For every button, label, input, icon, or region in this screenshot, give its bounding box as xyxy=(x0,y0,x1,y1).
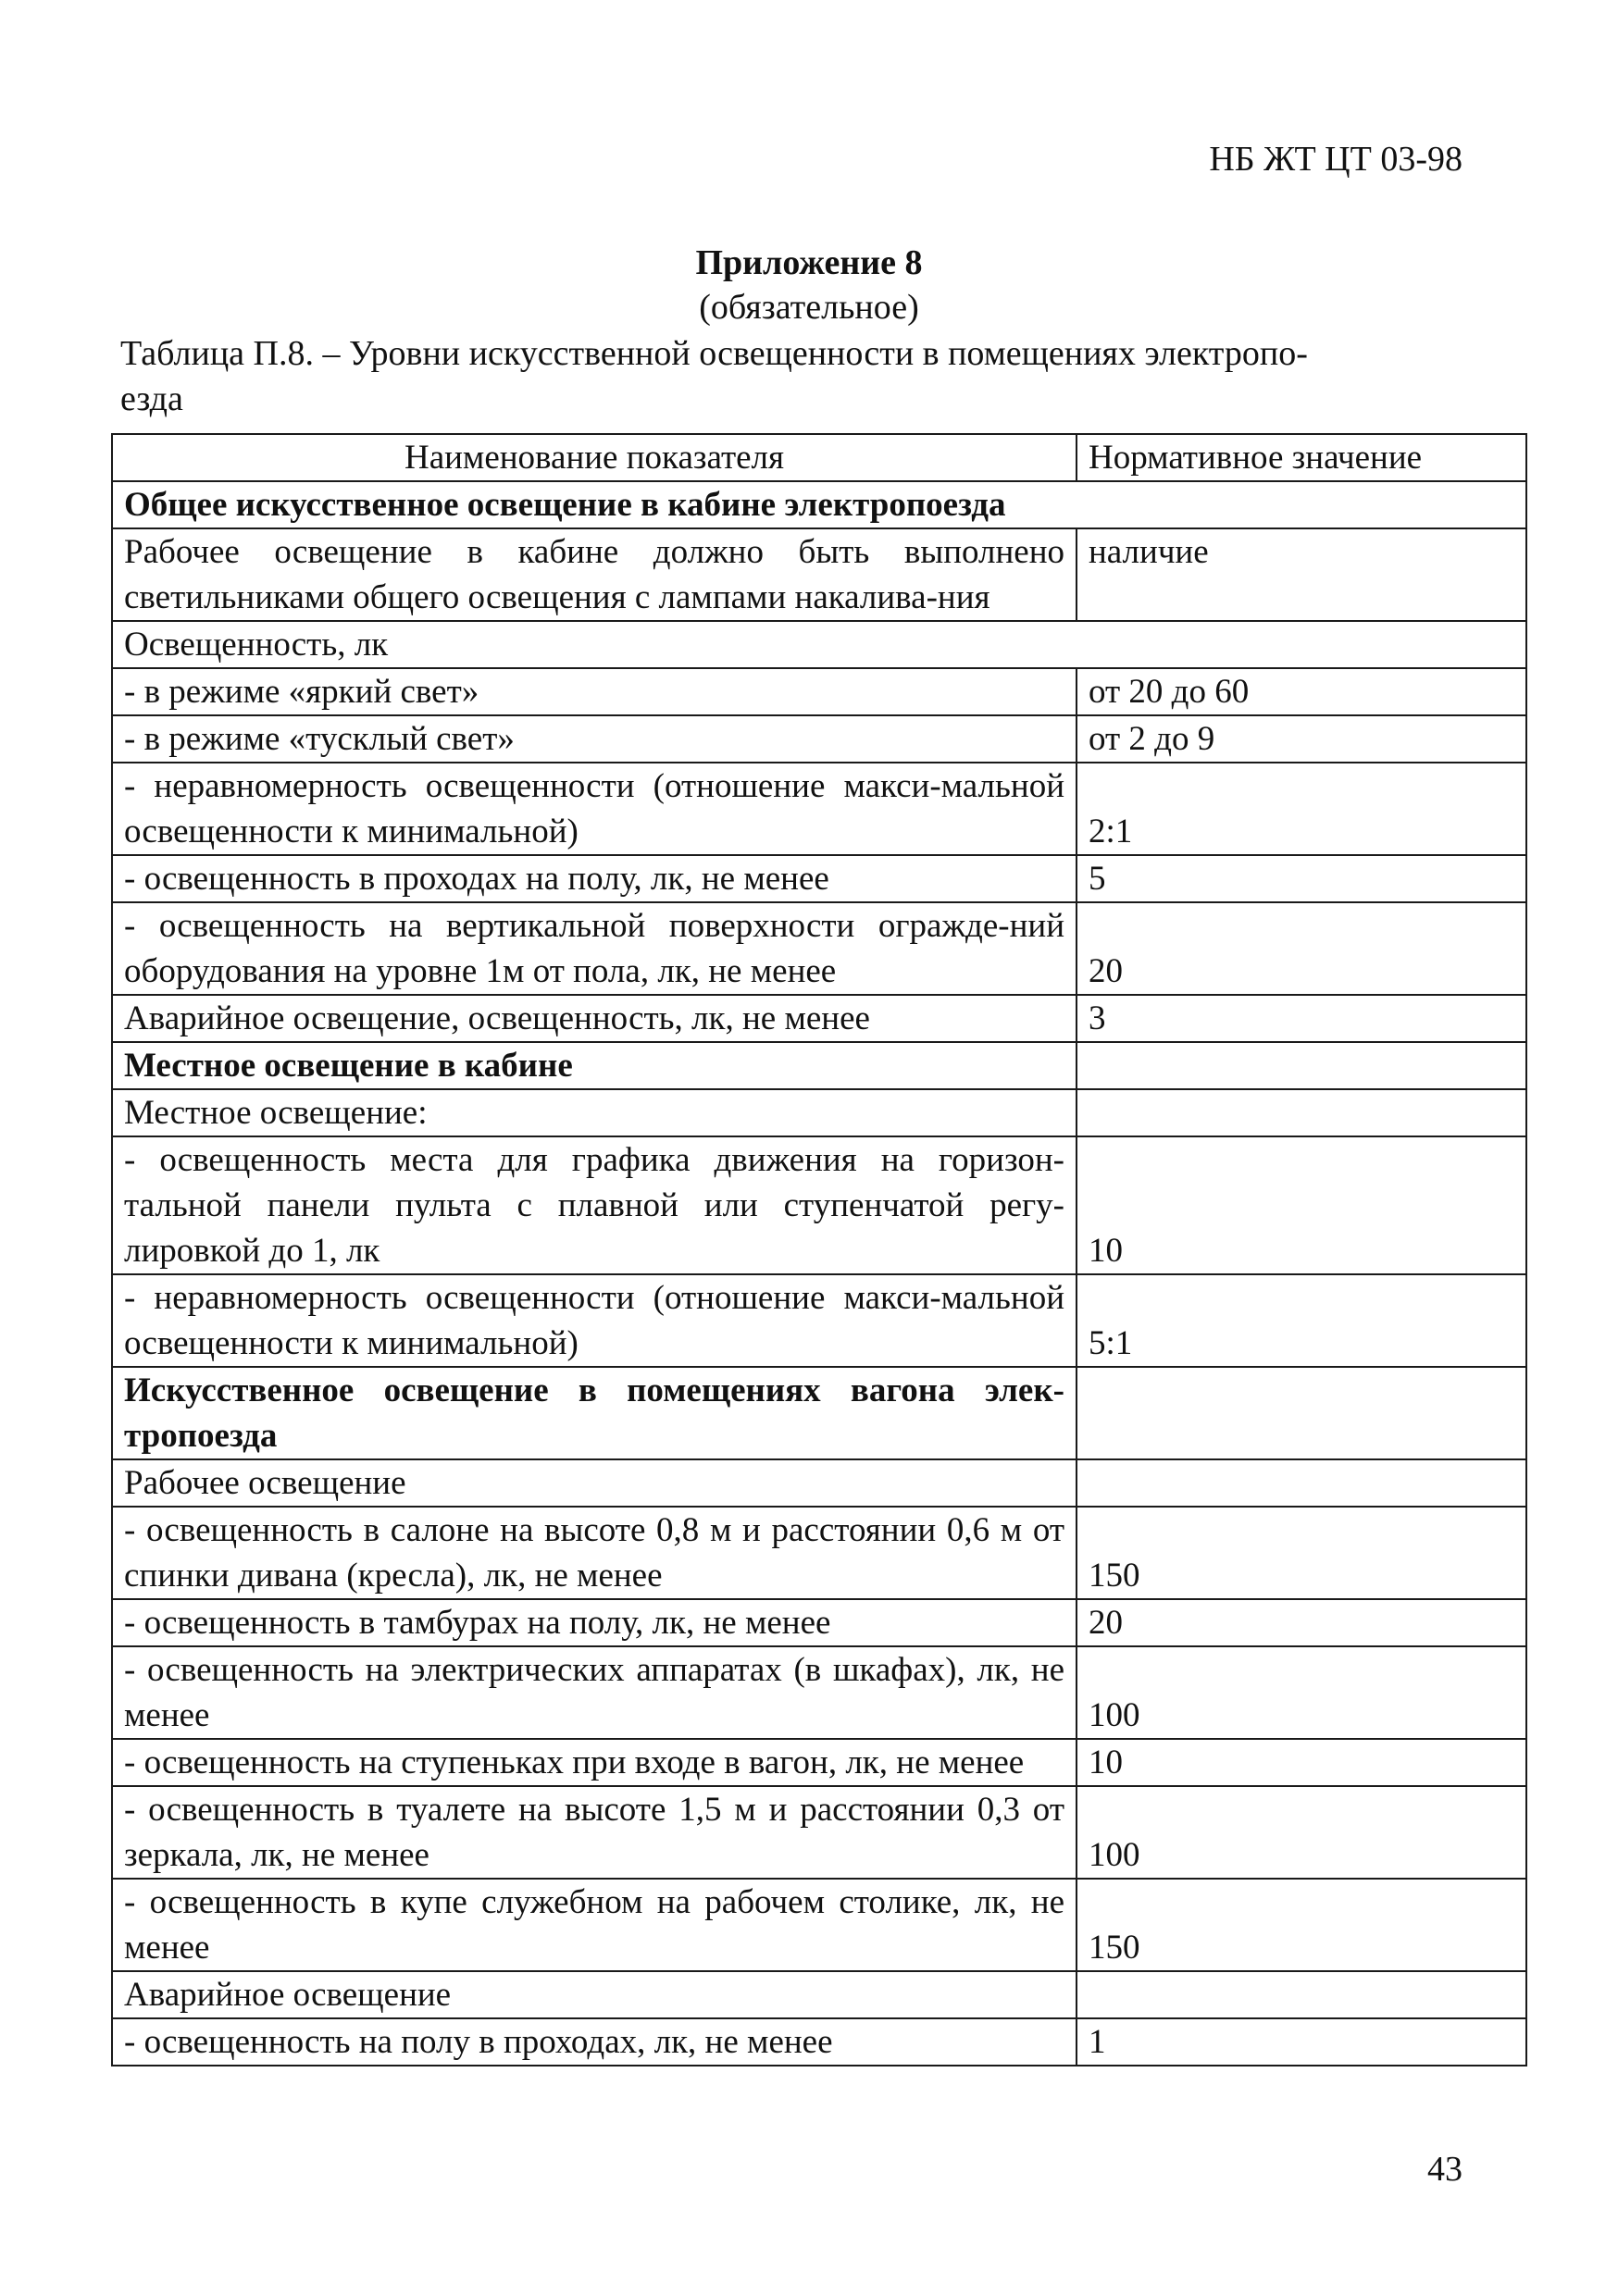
normative-value-cell: 10 xyxy=(1077,1739,1526,1786)
indicator-name-cell: - освещенность на вертикальной поверхности огражде-ний оборудования на уровне 1м от пола, лк, не менее xyxy=(112,902,1077,995)
illumination-table xyxy=(111,433,1527,2066)
table-row xyxy=(112,902,1526,995)
indicator-name-cell: Искусственное освещение в помещениях вагона элек-тропоезда xyxy=(112,1367,1077,1459)
normative-value-cell: 150 xyxy=(1077,1879,1526,1971)
page-number: 43 xyxy=(1427,2150,1462,2189)
indicator-name-cell: - в режиме «яркий свет» xyxy=(112,668,1077,715)
indicator-name-cell: Освещенность, лк xyxy=(112,621,1526,668)
normative-value-cell: 100 xyxy=(1077,1786,1526,1879)
table-row xyxy=(112,715,1526,763)
indicator-name-cell: - освещенность места для графика движения на горизон-тальной панели пульта с плавной или ступенчатой регу-лировкой до 1, лк xyxy=(112,1136,1077,1274)
normative-value-cell: от 20 до 60 xyxy=(1077,668,1526,715)
table-row xyxy=(112,1089,1526,1136)
indicator-name-cell: Местное освещение: xyxy=(112,1089,1077,1136)
normative-value-cell: 2:1 xyxy=(1077,763,1526,855)
table-row xyxy=(112,1739,1526,1786)
table-row xyxy=(112,1879,1526,1971)
normative-value-cell xyxy=(1077,1367,1526,1459)
indicator-name-cell: - освещенность на полу в проходах, лк, не менее xyxy=(112,2018,1077,2066)
table-row xyxy=(112,1646,1526,1739)
normative-value-cell: 5:1 xyxy=(1077,1274,1526,1367)
table-row xyxy=(112,763,1526,855)
normative-value-cell: 3 xyxy=(1077,995,1526,1042)
indicator-name-cell: - неравномерность освещенности (отношение макси-мальной освещенности к минимальной) xyxy=(112,763,1077,855)
column-header-value: Нормативное значение xyxy=(1077,434,1526,481)
table-row xyxy=(112,528,1526,621)
normative-value-cell: от 2 до 9 xyxy=(1077,715,1526,763)
table-row xyxy=(112,668,1526,715)
indicator-name-cell: Аварийное освещение, освещенность, лк, не менее xyxy=(112,995,1077,1042)
indicator-name-cell: Рабочее освещение xyxy=(112,1459,1077,1507)
normative-value-cell: 20 xyxy=(1077,902,1526,995)
table-caption-line-2: езда xyxy=(120,379,183,418)
normative-value-cell xyxy=(1077,1089,1526,1136)
normative-value-cell: 1 xyxy=(1077,2018,1526,2066)
table-row xyxy=(112,1274,1526,1367)
indicator-name-cell: Аварийное освещение xyxy=(112,1971,1077,2018)
table-section-row xyxy=(112,481,1526,528)
indicator-name-cell: - освещенность в купе служебном на рабочем столике, лк, не менее xyxy=(112,1879,1077,1971)
indicator-name-cell: Общее искусственное освещение в кабине электропоезда xyxy=(112,481,1526,528)
table-row xyxy=(112,1971,1526,2018)
table-row xyxy=(112,995,1526,1042)
normative-value-cell xyxy=(1077,1459,1526,1507)
indicator-name-cell: - освещенность на ступеньках при входе в вагон, лк, не менее xyxy=(112,1739,1077,1786)
table-section-row xyxy=(112,1042,1526,1089)
table-row xyxy=(112,1136,1526,1274)
table-row xyxy=(112,1507,1526,1599)
document-code: НБ ЖТ ЦТ 03-98 xyxy=(1209,140,1462,179)
indicator-name-cell: - в режиме «тусклый свет» xyxy=(112,715,1077,763)
table-header-row xyxy=(112,434,1526,481)
indicator-name-cell: - освещенность в туалете на высоте 1,5 м и расстоянии 0,3 от зеркала, лк, не менее xyxy=(112,1786,1077,1879)
normative-value-cell: 20 xyxy=(1077,1599,1526,1646)
table-row xyxy=(112,1599,1526,1646)
indicator-name-cell: - освещенность в тамбурах на полу, лк, не менее xyxy=(112,1599,1077,1646)
normative-value-cell: 100 xyxy=(1077,1646,1526,1739)
appendix-title: Приложение 8 xyxy=(695,243,923,282)
normative-value-cell: наличие xyxy=(1077,528,1526,621)
indicator-name-cell: - неравномерность освещенности (отношение макси-мальной освещенности к минимальной) xyxy=(112,1274,1077,1367)
normative-value-cell: 150 xyxy=(1077,1507,1526,1599)
indicator-name-cell: - освещенность на электрических аппаратах (в шкафах), лк, не менее xyxy=(112,1646,1077,1739)
normative-value-cell xyxy=(1077,1042,1526,1089)
table-caption xyxy=(120,331,1462,422)
normative-value-cell xyxy=(1077,1971,1526,2018)
table-row xyxy=(112,621,1526,668)
table-row xyxy=(112,855,1526,902)
indicator-name-cell: Местное освещение в кабине xyxy=(112,1042,1077,1089)
normative-value-cell: 10 xyxy=(1077,1136,1526,1274)
indicator-name-cell: - освещенность в проходах на полу, лк, не менее xyxy=(112,855,1077,902)
column-header-name: Наименование показателя xyxy=(112,434,1077,481)
table-row xyxy=(112,2018,1526,2066)
normative-value-cell: 5 xyxy=(1077,855,1526,902)
table-row xyxy=(112,1786,1526,1879)
indicator-name-cell: Рабочее освещение в кабине должно быть выполнено светильниками общего освещения с лампами накалива-ния xyxy=(112,528,1077,621)
table-row xyxy=(112,1459,1526,1507)
table-section-row xyxy=(112,1367,1526,1459)
appendix-subtitle: (обязательное) xyxy=(699,288,919,327)
indicator-name-cell: - освещенность в салоне на высоте 0,8 м и расстоянии 0,6 м от спинки дивана (кресла), лк, не менее xyxy=(112,1507,1077,1599)
table-caption-line-1: Таблица П.8. – Уровни искусственной освещенности в помещениях электропо- xyxy=(120,334,1308,373)
